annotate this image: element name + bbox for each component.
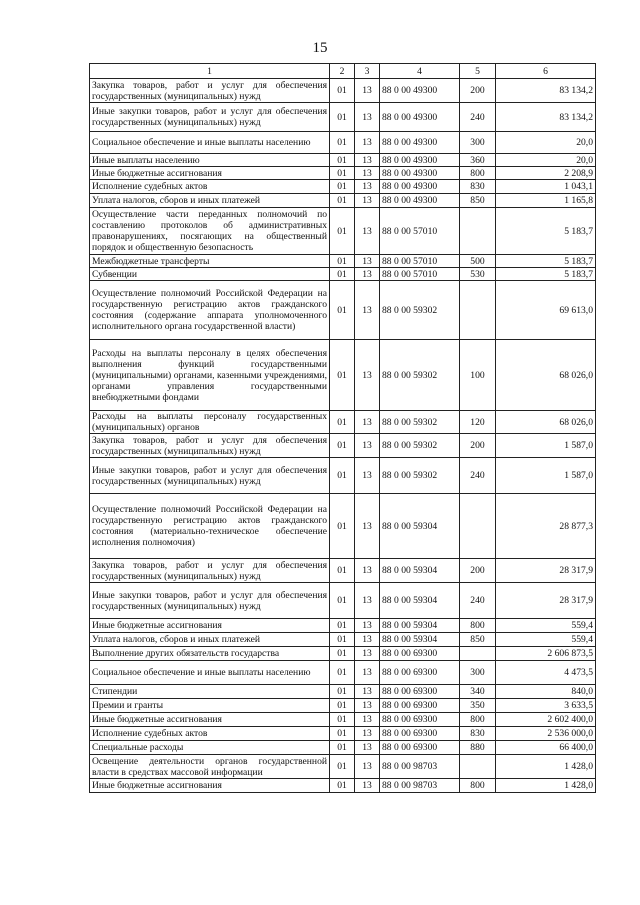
row-name-cell: Исполнение судебных актов [90,180,330,194]
row-name-cell: Премии и гранты [90,699,330,713]
row-department-cell: 01 [330,132,355,154]
row-expense-type-cell [460,494,496,559]
row-amount-cell: 28 877,3 [496,494,596,559]
table-row [90,619,596,633]
row-department-cell: 01 [330,494,355,559]
row-target-article-cell: 88 0 00 59304 [380,583,460,619]
row-department-cell: 01 [330,755,355,779]
row-expense-type-cell: 830 [460,180,496,194]
row-section-cell: 13 [355,194,380,208]
table-row [90,727,596,741]
row-amount-cell: 1 428,0 [496,755,596,779]
row-amount-cell: 20,0 [496,132,596,154]
row-expense-type-cell: 850 [460,633,496,647]
row-target-article-cell: 88 0 00 49300 [380,79,460,103]
table-header-row [90,64,596,79]
row-target-article-cell: 88 0 00 59304 [380,494,460,559]
row-name-cell: Расходы на выплаты персоналу в целях обеспечения выполнения функций государственными (муниципальными) органами, казенными учреждениями, органами управления государственными внебюджетными фондами [90,340,330,411]
row-section-cell: 13 [355,619,380,633]
row-section-cell: 13 [355,340,380,411]
row-department-cell: 01 [330,779,355,793]
row-name-cell: Иные бюджетные ассигнования [90,713,330,727]
row-amount-cell: 1 587,0 [496,434,596,458]
row-amount-cell: 5 183,7 [496,255,596,268]
row-department-cell: 01 [330,458,355,494]
row-target-article-cell: 88 0 00 69300 [380,713,460,727]
row-department-cell: 01 [330,79,355,103]
row-department-cell: 01 [330,699,355,713]
row-department-cell: 01 [330,208,355,255]
row-amount-cell: 1 165,8 [496,194,596,208]
row-target-article-cell: 88 0 00 49300 [380,180,460,194]
table-row [90,103,596,132]
row-name-cell: Межбюджетные трансферты [90,255,330,268]
row-section-cell: 13 [355,208,380,255]
row-name-cell: Закупка товаров, работ и услуг для обеспечения государственных (муниципальных) нужд [90,434,330,458]
row-target-article-cell: 88 0 00 59302 [380,434,460,458]
row-section-cell: 13 [355,154,380,167]
table-row [90,167,596,180]
row-expense-type-cell: 850 [460,194,496,208]
table-row [90,741,596,755]
row-name-cell: Расходы на выплаты персоналу государственных (муниципальных) органов [90,411,330,434]
row-target-article-cell: 88 0 00 69300 [380,741,460,755]
header-cell-target-article: 4 [380,64,460,79]
row-section-cell: 13 [355,268,380,281]
row-name-cell: Уплата налогов, сборов и иных платежей [90,633,330,647]
row-amount-cell: 2 602 400,0 [496,713,596,727]
row-expense-type-cell: 300 [460,661,496,685]
row-amount-cell: 66 400,0 [496,741,596,755]
row-target-article-cell: 88 0 00 49300 [380,154,460,167]
row-amount-cell: 2 536 000,0 [496,727,596,741]
row-target-article-cell: 88 0 00 69300 [380,647,460,661]
table-row [90,340,596,411]
row-target-article-cell: 88 0 00 98703 [380,779,460,793]
table-row [90,779,596,793]
row-department-cell: 01 [330,154,355,167]
row-department-cell: 01 [330,619,355,633]
row-expense-type-cell: 100 [460,340,496,411]
table-row [90,458,596,494]
row-department-cell: 01 [330,434,355,458]
row-amount-cell: 5 183,7 [496,208,596,255]
row-department-cell: 01 [330,741,355,755]
row-target-article-cell: 88 0 00 59304 [380,619,460,633]
row-expense-type-cell: 300 [460,132,496,154]
row-section-cell: 13 [355,180,380,194]
row-amount-cell: 2 606 873,5 [496,647,596,661]
row-name-cell: Специальные расходы [90,741,330,755]
row-section-cell: 13 [355,103,380,132]
row-amount-cell: 559,4 [496,619,596,633]
row-expense-type-cell: 350 [460,699,496,713]
row-name-cell: Закупка товаров, работ и услуг для обеспечения государственных (муниципальных) нужд [90,79,330,103]
row-section-cell: 13 [355,255,380,268]
row-expense-type-cell: 240 [460,458,496,494]
header-cell-department: 2 [330,64,355,79]
row-expense-type-cell [460,208,496,255]
row-name-cell: Иные закупки товаров, работ и услуг для обеспечения государственных (муниципальных) нужд [90,458,330,494]
row-expense-type-cell: 800 [460,619,496,633]
row-section-cell: 13 [355,434,380,458]
row-name-cell: Иные закупки товаров, работ и услуг для обеспечения государственных (муниципальных) нужд [90,583,330,619]
row-section-cell: 13 [355,583,380,619]
row-expense-type-cell: 340 [460,685,496,699]
row-name-cell: Социальное обеспечение и иные выплаты населению [90,132,330,154]
row-target-article-cell: 88 0 00 59302 [380,458,460,494]
row-section-cell: 13 [355,685,380,699]
row-target-article-cell: 88 0 00 59302 [380,340,460,411]
budget-table [89,63,596,793]
row-department-cell: 01 [330,583,355,619]
row-name-cell: Осуществление части переданных полномочий по составлению протоколов об административных правонарушениях, посягающих на общественный порядок и общественную безопасность [90,208,330,255]
row-department-cell: 01 [330,268,355,281]
row-name-cell: Иные закупки товаров, работ и услуг для обеспечения государственных (муниципальных) нужд [90,103,330,132]
row-expense-type-cell: 360 [460,154,496,167]
row-section-cell: 13 [355,647,380,661]
row-section-cell: 13 [355,458,380,494]
row-department-cell: 01 [330,647,355,661]
row-amount-cell: 2 208,9 [496,167,596,180]
row-name-cell: Иные бюджетные ассигнования [90,779,330,793]
row-section-cell: 13 [355,727,380,741]
header-cell-expense-type: 5 [460,64,496,79]
row-name-cell: Освещение деятельности органов государственной власти в средствах массовой информации [90,755,330,779]
row-expense-type-cell: 800 [460,167,496,180]
row-name-cell: Иные бюджетные ассигнования [90,619,330,633]
table-row [90,699,596,713]
row-department-cell: 01 [330,281,355,340]
row-amount-cell: 1 428,0 [496,779,596,793]
table-row [90,154,596,167]
row-section-cell: 13 [355,779,380,793]
row-amount-cell: 20,0 [496,154,596,167]
row-department-cell: 01 [330,180,355,194]
row-department-cell: 01 [330,411,355,434]
table-row [90,755,596,779]
table-row [90,583,596,619]
row-target-article-cell: 88 0 00 69300 [380,699,460,713]
row-department-cell: 01 [330,340,355,411]
row-name-cell: Осуществление полномочий Российской Федерации на государственную регистрацию актов гражданского состояния (материально-техническое обеспечение исполнения полномочия) [90,494,330,559]
table-row [90,194,596,208]
table-row [90,268,596,281]
table-row [90,79,596,103]
header-cell-name: 1 [90,64,330,79]
row-department-cell: 01 [330,194,355,208]
row-expense-type-cell: 530 [460,268,496,281]
row-amount-cell: 68 026,0 [496,411,596,434]
row-expense-type-cell: 800 [460,779,496,793]
header-cell-section: 3 [355,64,380,79]
row-amount-cell: 1 587,0 [496,458,596,494]
row-target-article-cell: 88 0 00 49300 [380,167,460,180]
row-amount-cell: 1 043,1 [496,180,596,194]
row-amount-cell: 83 134,2 [496,79,596,103]
row-target-article-cell: 88 0 00 59302 [380,281,460,340]
row-amount-cell: 28 317,9 [496,559,596,583]
row-amount-cell: 5 183,7 [496,268,596,281]
row-amount-cell: 3 633,5 [496,699,596,713]
table-row [90,281,596,340]
row-department-cell: 01 [330,727,355,741]
table-row [90,494,596,559]
row-target-article-cell: 88 0 00 57010 [380,208,460,255]
row-expense-type-cell: 120 [460,411,496,434]
row-expense-type-cell [460,755,496,779]
table-row [90,411,596,434]
row-amount-cell: 28 317,9 [496,583,596,619]
row-name-cell: Исполнение судебных актов [90,727,330,741]
row-target-article-cell: 88 0 00 59304 [380,633,460,647]
row-target-article-cell: 88 0 00 49300 [380,132,460,154]
page-number: 15 [312,40,328,56]
row-target-article-cell: 88 0 00 49300 [380,103,460,132]
row-expense-type-cell: 830 [460,727,496,741]
row-expense-type-cell: 240 [460,583,496,619]
row-amount-cell: 840,0 [496,685,596,699]
row-section-cell: 13 [355,167,380,180]
row-expense-type-cell: 200 [460,79,496,103]
row-name-cell: Осуществление полномочий Российской Федерации на государственную регистрацию актов гражданского состояния (содержание аппарата уполномоченного исполнительного органа государственной власти) [90,281,330,340]
row-section-cell: 13 [355,411,380,434]
row-section-cell: 13 [355,132,380,154]
row-section-cell: 13 [355,281,380,340]
row-section-cell: 13 [355,755,380,779]
row-name-cell: Закупка товаров, работ и услуг для обеспечения государственных (муниципальных) нужд [90,559,330,583]
row-department-cell: 01 [330,661,355,685]
row-section-cell: 13 [355,633,380,647]
table-row [90,647,596,661]
row-expense-type-cell: 240 [460,103,496,132]
row-name-cell: Иные бюджетные ассигнования [90,167,330,180]
row-section-cell: 13 [355,494,380,559]
row-name-cell: Уплата налогов, сборов и иных платежей [90,194,330,208]
row-expense-type-cell: 500 [460,255,496,268]
row-section-cell: 13 [355,559,380,583]
table-row [90,713,596,727]
row-department-cell: 01 [330,559,355,583]
row-expense-type-cell: 800 [460,713,496,727]
table-row [90,255,596,268]
row-amount-cell: 559,4 [496,633,596,647]
row-department-cell: 01 [330,685,355,699]
row-name-cell: Субвенции [90,268,330,281]
row-amount-cell: 83 134,2 [496,103,596,132]
row-section-cell: 13 [355,713,380,727]
table-row [90,434,596,458]
row-target-article-cell: 88 0 00 69300 [380,685,460,699]
row-name-cell: Выполнение других обязательств государства [90,647,330,661]
row-section-cell: 13 [355,79,380,103]
row-target-article-cell: 88 0 00 49300 [380,194,460,208]
table-row [90,685,596,699]
row-target-article-cell: 88 0 00 57010 [380,268,460,281]
row-department-cell: 01 [330,167,355,180]
row-target-article-cell: 88 0 00 69300 [380,661,460,685]
row-expense-type-cell [460,281,496,340]
row-department-cell: 01 [330,713,355,727]
row-target-article-cell: 88 0 00 59302 [380,411,460,434]
row-expense-type-cell [460,647,496,661]
row-amount-cell: 4 473,5 [496,661,596,685]
table-row [90,661,596,685]
row-target-article-cell: 88 0 00 98703 [380,755,460,779]
header-cell-amount: 6 [496,64,596,79]
row-target-article-cell: 88 0 00 59304 [380,559,460,583]
row-department-cell: 01 [330,633,355,647]
table-row [90,633,596,647]
table-row [90,180,596,194]
row-department-cell: 01 [330,255,355,268]
row-expense-type-cell: 200 [460,434,496,458]
row-name-cell: Стипендии [90,685,330,699]
row-section-cell: 13 [355,661,380,685]
row-expense-type-cell: 200 [460,559,496,583]
row-department-cell: 01 [330,103,355,132]
row-amount-cell: 68 026,0 [496,340,596,411]
row-section-cell: 13 [355,699,380,713]
row-section-cell: 13 [355,741,380,755]
row-name-cell: Иные выплаты населению [90,154,330,167]
table-body [90,64,596,793]
row-target-article-cell: 88 0 00 69300 [380,727,460,741]
row-amount-cell: 69 613,0 [496,281,596,340]
table-row [90,559,596,583]
row-name-cell: Социальное обеспечение и иные выплаты населению [90,661,330,685]
row-expense-type-cell: 880 [460,741,496,755]
table-row [90,208,596,255]
table-row [90,132,596,154]
row-target-article-cell: 88 0 00 57010 [380,255,460,268]
